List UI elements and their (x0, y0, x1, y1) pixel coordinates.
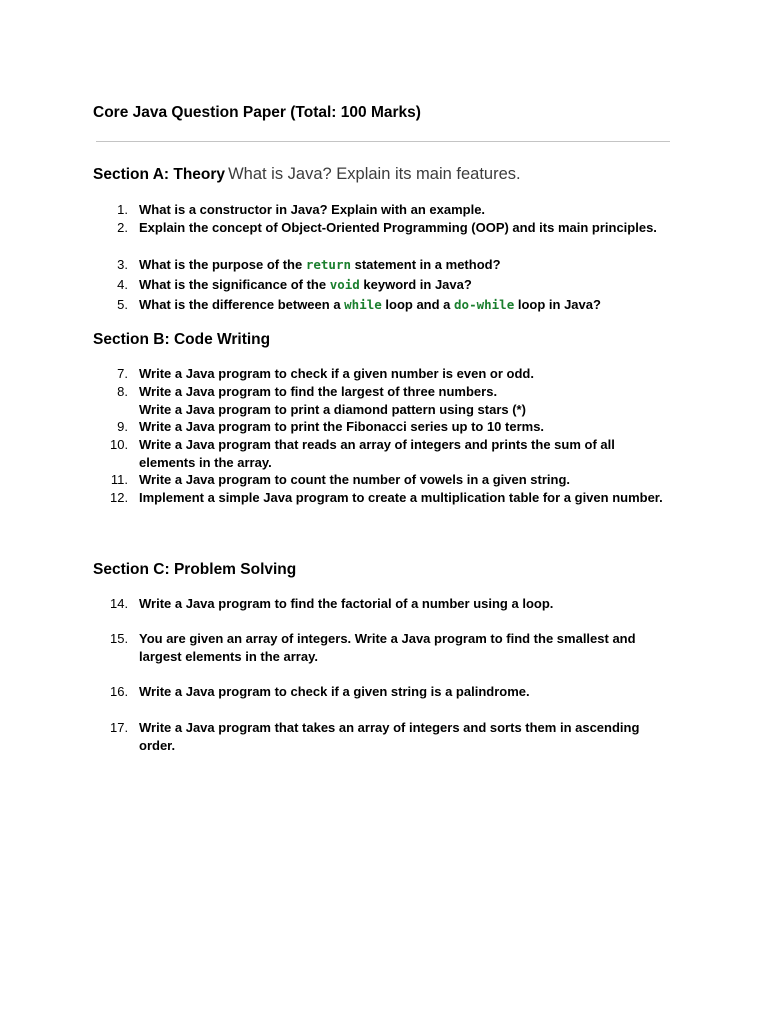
question-text: Write a Java program to find the largest of three numbers. (139, 384, 498, 399)
question-text: You are given an array of integers. Write a Java program to find the smallest and largest elements in the array. (139, 631, 636, 664)
question-text: Explain the concept of Object-Oriented Programming (OOP) and its main principles. (139, 220, 657, 235)
question-8 (110, 383, 670, 401)
question-number: 12. (110, 490, 129, 505)
question-text-part: What is the difference between a (139, 297, 345, 312)
question-2 (110, 219, 670, 237)
question-text-part: loop in Java? (514, 297, 601, 312)
question-text: Write a Java program that takes an array of integers and sorts them in ascending order. (139, 720, 640, 753)
question-number: 15. (110, 631, 129, 646)
question-4 (110, 276, 670, 294)
question-number: 10. (110, 437, 129, 452)
section-c-heading: Section C: Problem Solving (93, 561, 297, 578)
question-3 (110, 256, 670, 274)
question-number: 2. (117, 220, 128, 235)
question-text-part: keyword in Java? (359, 277, 472, 292)
question-text: What is a constructor in Java? Explain with an example. (139, 202, 486, 217)
question-15 (110, 630, 670, 665)
question-text (139, 276, 670, 294)
question-text: Write a Java program to print the Fibonacci series up to 10 terms. (139, 419, 545, 434)
question-text: Write a Java program to find the factorial of a number using a loop. (139, 596, 554, 611)
question-17 (110, 719, 670, 754)
question-number: 9. (117, 419, 128, 434)
question-text-part: What is the significance of the (139, 277, 330, 292)
question-text: Write a Java program to check if a given number is even or odd. (139, 366, 534, 381)
code-keyword-void: void (329, 277, 360, 292)
question-text: Write a Java program to check if a given string is a palindrome. (139, 684, 530, 699)
question-text: Write a Java program to count the number of vowels in a given string. (139, 472, 571, 487)
question-number: 5. (117, 297, 128, 312)
question-14 (110, 595, 670, 613)
question-text-part: loop and a (381, 297, 455, 312)
question-number: 11. (110, 472, 128, 487)
question-11 (110, 471, 670, 489)
question-text: Write a Java program that reads an array of integers and prints the sum of all elements in the array. (139, 437, 615, 470)
question-9 (110, 418, 670, 436)
question-text: Implement a simple Java program to create a multiplication table for a given number. (139, 490, 663, 505)
question-number: 16. (110, 684, 129, 699)
question-text-part: What is the purpose of the (139, 257, 306, 272)
question-number: 4. (117, 277, 128, 292)
question-number: 8. (117, 384, 128, 399)
question-number: 3. (117, 257, 128, 272)
question-number: 17. (110, 720, 129, 735)
question-1 (110, 201, 670, 219)
title-divider (96, 141, 670, 142)
question-text (139, 256, 670, 274)
question-5 (110, 296, 670, 314)
question-unnumbered (110, 401, 670, 419)
page-title: Core Java Question Paper (Total: 100 Marks) (93, 104, 421, 121)
section-a-heading (93, 165, 521, 184)
question-7 (110, 365, 670, 383)
code-keyword-return: return (305, 257, 351, 272)
question-number: 1. (117, 202, 128, 217)
question-12 (110, 489, 670, 507)
question-number: 7. (117, 366, 128, 381)
question-text (139, 296, 670, 314)
question-text-part: statement in a method? (351, 257, 501, 272)
question-16 (110, 683, 670, 701)
section-a-intro-question: What is Java? Explain its main features. (228, 165, 521, 183)
code-keyword-while: while (344, 297, 382, 312)
section-b-heading: Section B: Code Writing (93, 331, 271, 348)
section-a-title: Section A: Theory (93, 166, 226, 183)
question-number: 14. (110, 596, 129, 611)
question-text: Write a Java program to print a diamond pattern using stars (*) (139, 402, 526, 417)
code-keyword-do-while: do-while (454, 297, 515, 312)
question-10 (110, 436, 670, 471)
